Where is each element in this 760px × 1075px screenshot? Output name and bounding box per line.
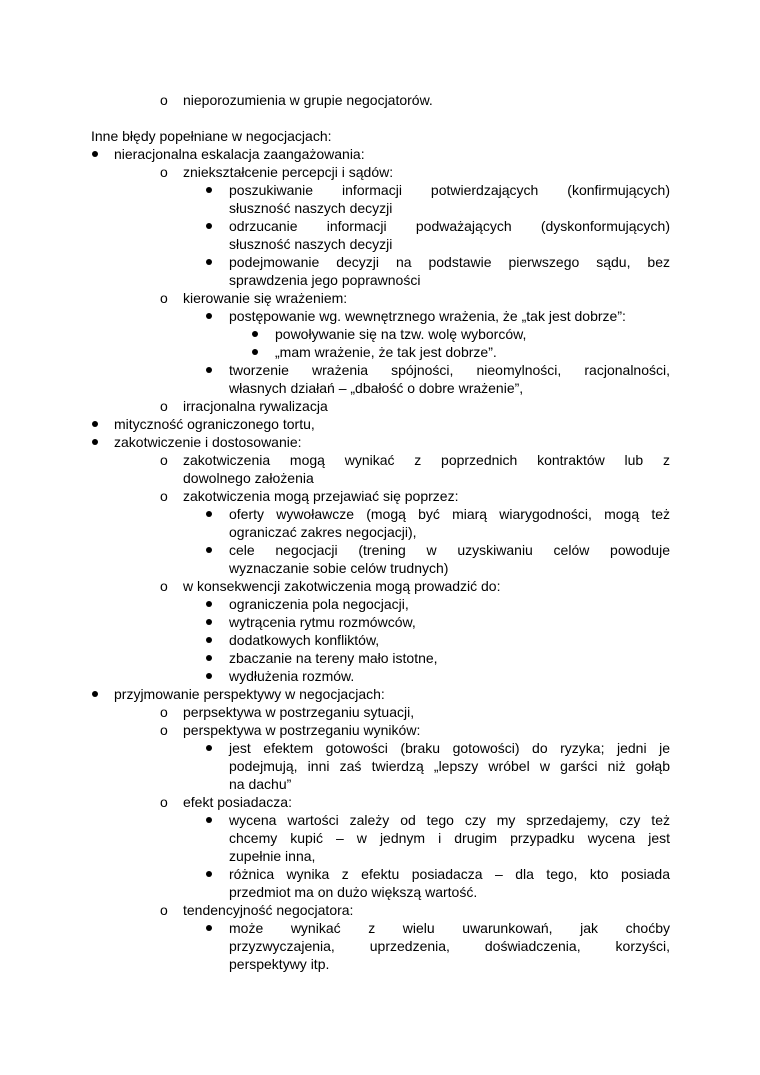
bullet-icon: [206, 745, 212, 751]
bullet-icon: [92, 151, 98, 157]
list-item-continuation: chcemy kupić – w jednym i drugim przypadku wycena jest: [229, 830, 670, 846]
list-item-continuation: sprawdzenia jego poprawności: [229, 272, 421, 288]
list-item-continuation: własnych działań – „dbałość o dobre wrażenie”,: [229, 380, 524, 396]
list-item-continuation: perspektywy itp.: [229, 956, 330, 972]
circle-bullet-icon: o: [160, 290, 168, 306]
list-item: „mam wrażenie, że tak jest dobrze”.: [275, 344, 497, 360]
list-item: oferty wywoławcze (mogą być miarą wiarygodności, mogą też: [229, 506, 670, 522]
list-item-continuation: wyznaczanie sobie celów trudnych): [229, 560, 449, 576]
bullet-icon: [206, 259, 212, 265]
list-item: postępowanie wg. wewnętrznego wrażenia, że „tak jest dobrze”:: [229, 308, 626, 324]
bullet-icon: [206, 817, 212, 823]
list-item: w konsekwencji zakotwiczenia mogą prowadzić do:: [183, 578, 501, 594]
circle-bullet-icon: o: [160, 92, 168, 108]
list-item: powoływanie się na tzw. wolę wyborców,: [275, 326, 527, 342]
list-item: tworzenie wrażenia spójności, nieomylności, racjonalności,: [229, 362, 670, 378]
list-item: przyjmowanie perspektywy w negocjacjach:: [114, 686, 385, 702]
circle-bullet-icon: o: [160, 398, 168, 414]
list-item: zniekształcenie percepcji i sądów:: [183, 164, 394, 180]
list-item: odrzucanie informacji podważających (dyskonformujących): [229, 218, 670, 234]
list-item: cele negocjacji (trening w uzyskiwaniu celów powoduje: [229, 542, 670, 558]
bullet-icon: [206, 655, 212, 661]
bullet-icon: [206, 223, 212, 229]
list-item: nieporozumienia w grupie negocjatorów.: [183, 92, 433, 108]
list-item-continuation: słuszność naszych decyzji: [229, 200, 393, 216]
list-item: dodatkowych konfliktów,: [229, 632, 380, 648]
list-item-continuation: dowolnego założenia: [183, 470, 314, 486]
list-item: wytrącenia rytmu rozmówców,: [229, 614, 416, 630]
bullet-icon: [206, 367, 212, 373]
list-item-continuation: zupełnie inna,: [229, 848, 316, 864]
list-item: podejmowanie decyzji na podstawie pierwszego sądu, bez: [229, 254, 670, 270]
list-item: tendencyjność negocjatora:: [183, 902, 354, 918]
list-item: poszukiwanie informacji potwierdzających (konfirmujących): [229, 182, 670, 198]
list-item: nieracjonalna eskalacja zaangażowania:: [114, 146, 365, 162]
list-item: wycena wartości zależy od tego czy my sprzedajemy, czy też: [229, 812, 670, 828]
circle-bullet-icon: o: [160, 164, 168, 180]
bullet-icon: [206, 619, 212, 625]
list-item: kierowanie się wrażeniem:: [183, 290, 348, 306]
list-item: zakotwiczenia mogą wynikać z poprzednich kontraktów lub z: [183, 452, 670, 468]
bullet-icon: [92, 421, 98, 427]
circle-bullet-icon: o: [160, 902, 168, 918]
list-item: zbaczanie na tereny mało istotne,: [229, 650, 438, 666]
list-item-continuation: na dachu”: [229, 776, 292, 792]
bullet-icon: [206, 925, 212, 931]
bullet-icon: [206, 673, 212, 679]
list-item: jest efektem gotowości (braku gotowości) do ryzyka; jedni je: [229, 740, 670, 756]
list-item: może wynikać z wielu uwarunkowań, jak choćby: [229, 920, 670, 936]
list-item: zakotwiczenie i dostosowanie:: [114, 434, 302, 450]
bullet-icon: [252, 349, 258, 355]
bullet-icon: [206, 187, 212, 193]
bullet-icon: [92, 439, 98, 445]
list-item-continuation: przedmiot ma on dużo większą wartość.: [229, 884, 478, 900]
circle-bullet-icon: o: [160, 704, 168, 720]
list-item: wydłużenia rozmów.: [229, 668, 355, 684]
bullet-icon: [206, 637, 212, 643]
circle-bullet-icon: o: [160, 578, 168, 594]
list-item: różnica wynika z efektu posiadacza – dla tego, kto posiada: [229, 866, 670, 882]
bullet-icon: [206, 511, 212, 517]
section-heading: Inne błędy popełniane w negocjacjach:: [91, 128, 332, 144]
list-item: ograniczenia pola negocjacji,: [229, 596, 409, 612]
list-item: efekt posiadacza:: [183, 794, 292, 810]
bullet-icon: [206, 601, 212, 607]
bullet-icon: [252, 331, 258, 337]
list-item-continuation: przyzwyczajenia, uprzedzenia, doświadczenia, korzyści,: [229, 938, 670, 954]
list-item-continuation: ograniczać zakres negocjacji),: [229, 524, 417, 540]
bullet-icon: [92, 691, 98, 697]
circle-bullet-icon: o: [160, 794, 168, 810]
circle-bullet-icon: o: [160, 722, 168, 738]
list-item-continuation: słuszność naszych decyzji: [229, 236, 393, 252]
circle-bullet-icon: o: [160, 488, 168, 504]
list-item: mityczność ograniczonego tortu,: [114, 416, 315, 432]
list-item: perspektywa w postrzeganiu wyników:: [183, 722, 421, 738]
list-item: irracjonalna rywalizacja: [183, 398, 328, 414]
list-item: perpsektywa w postrzeganiu sytuacji,: [183, 704, 415, 720]
list-item: zakotwiczenia mogą przejawiać się poprzez:: [183, 488, 459, 504]
bullet-icon: [206, 547, 212, 553]
circle-bullet-icon: o: [160, 452, 168, 468]
bullet-icon: [206, 313, 212, 319]
bullet-icon: [206, 871, 212, 877]
list-item-continuation: podejmują, inni zaś twierdzą „lepszy wróbel w garści niż gołąb: [229, 758, 670, 774]
